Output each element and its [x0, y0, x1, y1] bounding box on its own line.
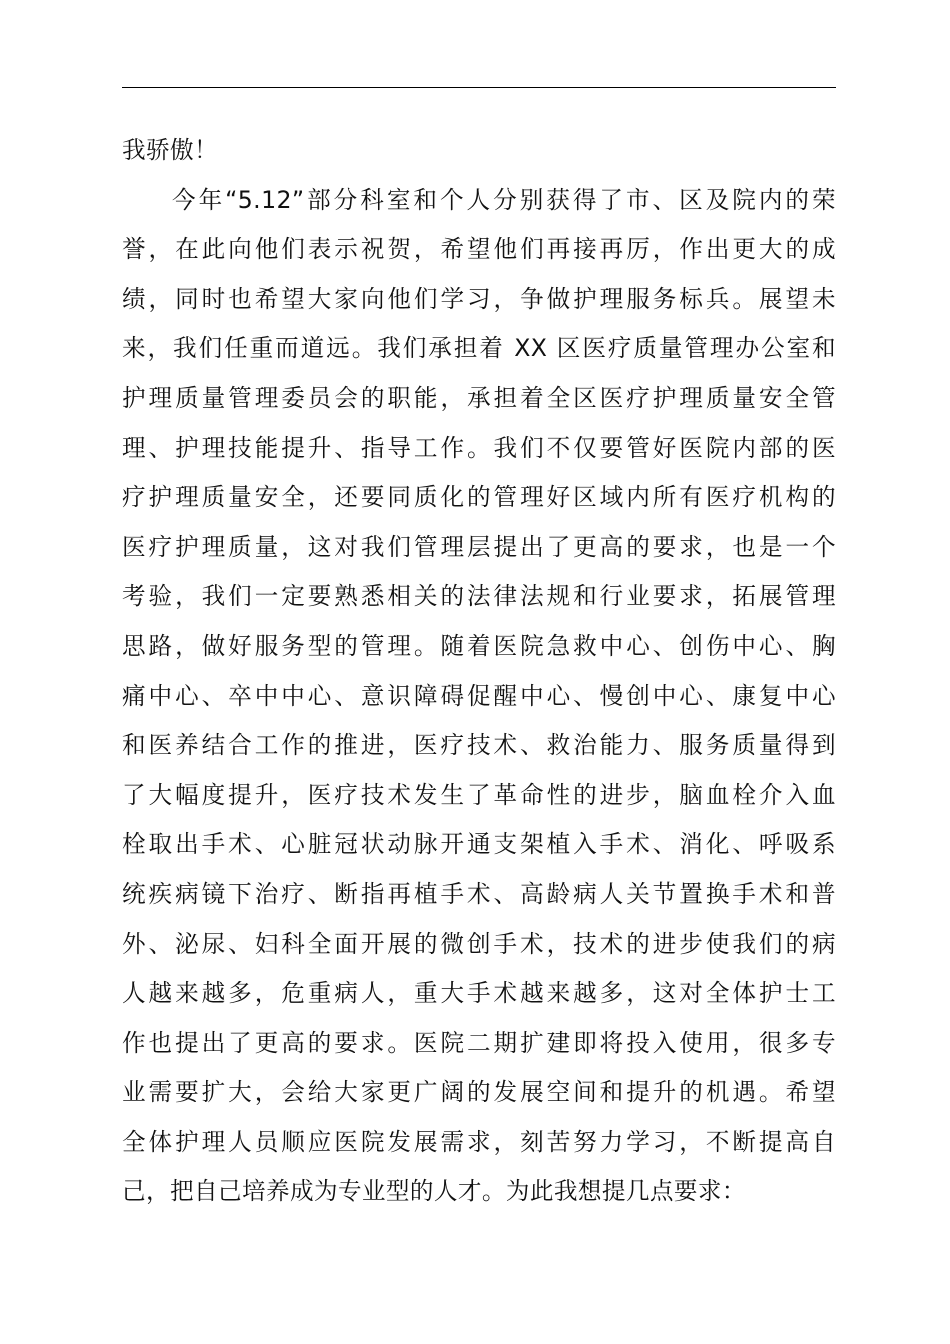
text-line: 痛中心、卒中中心、意识障碍促醒中心、慢创中心、康复中心 — [122, 681, 836, 710]
text-line: 今年“5.12”部分科室和个人分别获得了市、区及院内的荣 — [172, 185, 836, 214]
text-line: 己，把自己培养成为专业型的人才。为此我想提几点要求： — [122, 1177, 746, 1206]
text-line: 思路，做好服务型的管理。随着医院急救中心、创伤中心、胸 — [122, 631, 836, 660]
text-line: 统疾病镜下治疗、断指再植手术、高龄病人关节置换手术和普 — [122, 879, 836, 908]
text-line: 考验，我们一定要熟悉相关的法律法规和行业要求，拓展管理 — [122, 582, 836, 611]
text-line: 护理质量管理委员会的职能，承担着全区医疗护理质量安全管 — [122, 383, 836, 412]
text-line: 外、泌尿、妇科全面开展的微创手术，技术的进步使我们的病 — [122, 929, 836, 958]
text-line: 我骄傲！ — [122, 136, 218, 164]
text-line: 作也提出了更高的要求。医院二期扩建即将投入使用，很多专 — [122, 1028, 836, 1057]
text-line: 誉，在此向他们表示祝贺，希望他们再接再厉，作出更大的成 — [122, 235, 836, 264]
body-text — [122, 126, 836, 1217]
text-line: 和医养结合工作的推进，医疗技术、救治能力、服务质量得到 — [122, 731, 836, 760]
text-line: 业需要扩大，会给大家更广阔的发展空间和提升的机遇。希望 — [122, 1078, 836, 1107]
text-line: 绩，同时也希望大家向他们学习，争做护理服务标兵。展望未 — [122, 284, 836, 313]
text-line: 疗护理质量安全，还要同质化的管理好区域内所有医疗机构的 — [122, 483, 836, 512]
header-rule — [122, 87, 836, 88]
text-line: 栓取出手术、心脏冠状动脉开通支架植入手术、消化、呼吸系 — [122, 830, 836, 859]
text-line: 人越来越多，危重病人，重大手术越来越多，这对全体护士工 — [122, 979, 836, 1008]
text-line: 来，我们任重而道远。我们承担着 XX 区医疗质量管理办公室和 — [122, 334, 836, 363]
text-line: 了大幅度提升，医疗技术发生了革命性的进步，脑血栓介入血 — [122, 780, 836, 809]
text-line: 医疗护理质量，这对我们管理层提出了更高的要求，也是一个 — [122, 532, 836, 561]
text-line: 全体护理人员顺应医院发展需求，刻苦努力学习，不断提高自 — [122, 1127, 836, 1156]
text-line: 理、护理技能提升、指导工作。我们不仅要管好医院内部的医 — [122, 433, 836, 462]
